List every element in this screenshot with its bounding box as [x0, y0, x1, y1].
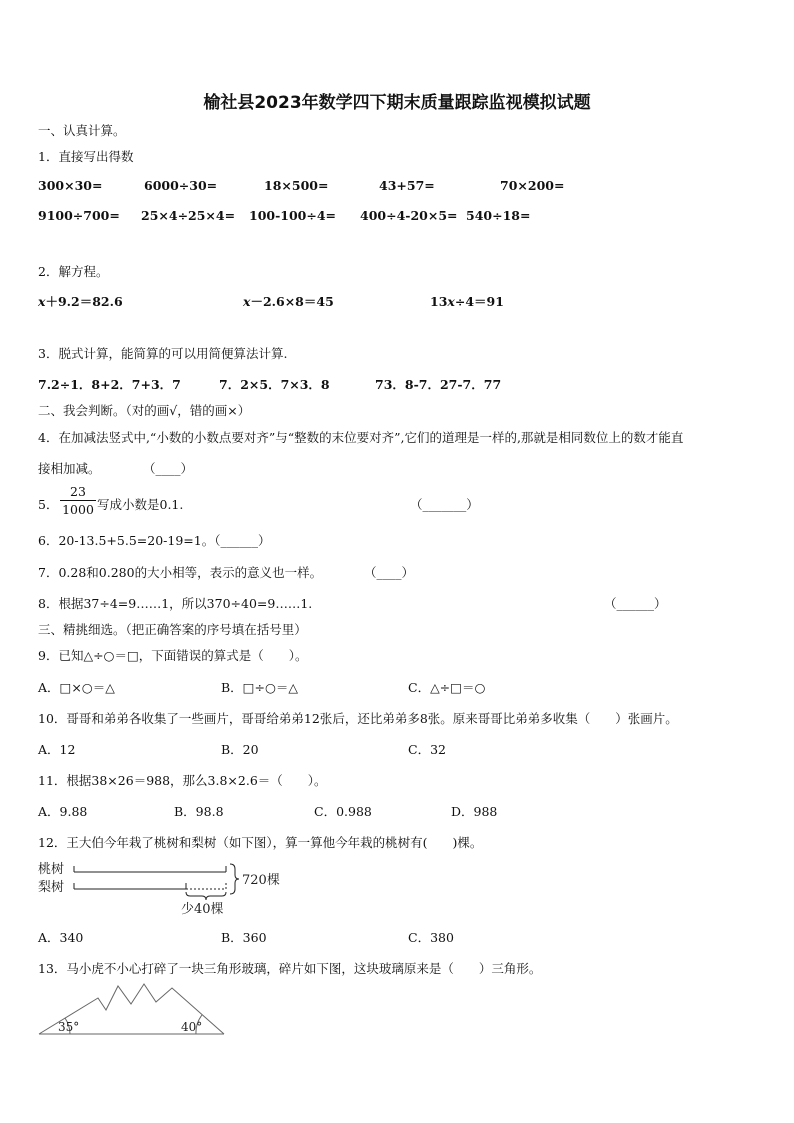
question-4-line2: 接相加减。	[38, 461, 101, 476]
question-9-text: 9．已知△÷○＝□，下面错误的算式是（ ）。	[38, 648, 308, 663]
q1-item: 100-100÷4=	[249, 208, 337, 223]
equation-variable: x	[38, 294, 46, 309]
less-label: 少40棵	[181, 902, 224, 917]
left-angle-label: 35°	[58, 1020, 80, 1034]
question-6-text: 6．20-13.5+5.5=20-19=1。（______）	[38, 533, 271, 548]
question-11-text: 11．根据38×26＝988，那么3.8×2.6＝（ ）。	[38, 773, 327, 788]
answer-blank[interactable]: （____）	[143, 461, 194, 476]
option-b[interactable]: B．□÷○＝△	[221, 680, 298, 695]
q1-item: 6000÷30=	[144, 178, 218, 193]
option-c[interactable]: C．32	[408, 742, 446, 757]
fraction-numerator: 23	[70, 484, 86, 499]
section-1-heading: 一、认真计算。	[38, 123, 126, 138]
page-title: 榆社县2023年数学四下期末质量跟踪监视模拟试题	[203, 93, 591, 113]
fraction-denominator: 1000	[62, 502, 94, 517]
q1-item: 18×500=	[264, 178, 329, 193]
equation-variable: x	[243, 294, 251, 309]
answer-blank[interactable]: （_______）	[410, 497, 479, 512]
option-a[interactable]: A．9.88	[38, 804, 88, 819]
equation-variable: x	[447, 294, 455, 309]
option-c[interactable]: C．△÷□＝○	[408, 680, 486, 695]
question-2-label: 2．解方程。	[38, 264, 109, 279]
q1-item: 400÷4-20×5=	[360, 208, 458, 223]
option-a[interactable]: A．340	[38, 930, 84, 945]
question-7-text: 7．0.28和0.280的大小相等，表示的意义也一样。	[38, 565, 323, 580]
less-brace	[186, 892, 226, 900]
q1-item: 540÷18=	[466, 208, 531, 223]
q3-item: 73．8-7．27-7．77	[375, 377, 502, 392]
q1-item: 25×4÷25×4=	[141, 208, 236, 223]
peach-label: 桃树	[38, 862, 65, 877]
question-1-label: 1．直接写出得数	[38, 149, 134, 164]
question-13-text: 13．马小虎不小心打碎了一块三角形玻璃，碎片如下图，这块玻璃原来是（ ）三角形。	[38, 961, 542, 976]
option-b[interactable]: B．98.8	[174, 804, 224, 819]
question-4-line1: 4．在加减法竖式中,“小数的小数点要对齐”与“整数的末位要对齐”,它们的道理是一样的,那就是相同数位上的数才能直	[38, 430, 684, 445]
option-d[interactable]: D．988	[451, 804, 498, 819]
answer-blank[interactable]: （____）	[364, 565, 415, 580]
broken-triangle-figure	[36, 980, 230, 1040]
tree-diagram	[36, 856, 296, 918]
q1-item: 300×30=	[38, 178, 103, 193]
q3-item: 7．2×5．7×3．8	[219, 377, 330, 392]
q1-item: 9100÷700=	[38, 208, 120, 223]
fraction	[60, 484, 96, 517]
pear-label: 梨树	[38, 880, 65, 895]
q1-item: 43+57=	[379, 178, 435, 193]
question-5-number: 5．	[38, 497, 59, 512]
section-2-heading: 二、我会判断。（对的画√，错的画×）	[38, 403, 251, 418]
equation-2: x－2.6×8＝45	[243, 294, 334, 309]
total-brace	[230, 864, 239, 894]
option-b[interactable]: B．20	[221, 742, 259, 757]
question-10-text: 10．哥哥和弟弟各收集了一些画片，哥哥给弟弟12张后，还比弟弟多8张。原来哥哥比弟弟多收集（ ）张画片。	[38, 711, 678, 726]
option-a[interactable]: A．12	[38, 742, 76, 757]
equation-3: 13x÷4＝91	[430, 294, 504, 309]
total-label: 720棵	[242, 873, 280, 888]
fraction-bar	[60, 500, 96, 501]
q3-item: 7.2÷1．8+2．7+3．7	[38, 377, 181, 392]
q1-item: 70×200=	[500, 178, 565, 193]
answer-blank[interactable]: （______）	[604, 596, 667, 611]
question-12-text: 12．王大伯今年栽了桃树和梨树（如下图），算一算他今年栽的桃树有( )棵。	[38, 835, 483, 850]
question-8-text: 8．根据37÷4=9……1，所以370÷40=9……1.	[38, 596, 313, 611]
option-b[interactable]: B．360	[221, 930, 267, 945]
option-c[interactable]: C．380	[408, 930, 454, 945]
right-angle-label: 40°	[181, 1020, 203, 1034]
option-c[interactable]: C．0.988	[314, 804, 372, 819]
section-3-heading: 三、精挑细选。（把正确答案的序号填在括号里）	[38, 622, 307, 637]
option-a[interactable]: A．□×○＝△	[38, 680, 115, 695]
question-3-label: 3．脱式计算，能简算的可以用简便算法计算.	[38, 346, 288, 361]
question-5-text: 写成小数是0.1.	[97, 497, 184, 512]
equation-1: x＋9.2＝82.6	[38, 294, 123, 309]
